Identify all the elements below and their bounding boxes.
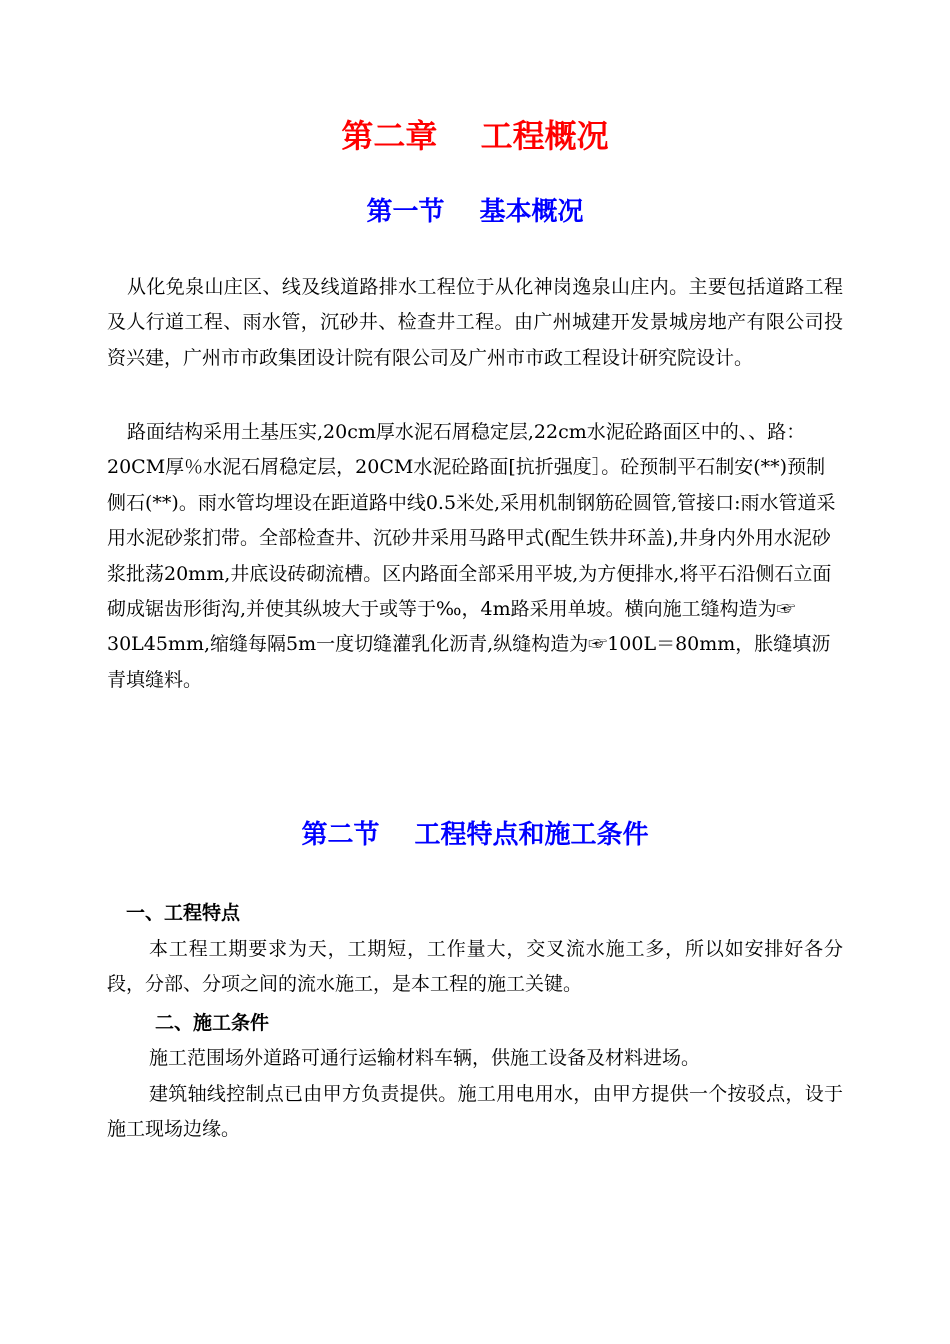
overview-paragraph: 从化免泉山庄区、线及线道路排水工程位于从化神岗逸泉山庄内。主要包括道路工程及人行道工程、雨水管，沉砂井、检查井工程。由广州城建开发景城房地产有限公司投资兴建，广州市市政集团设计院有限公司及广州市市政工程设计研究院设计。: [107, 276, 843, 369]
chapter-title: 第二章 工程概况: [341, 117, 609, 155]
subheading-conditions: 二、施工条件: [155, 1012, 270, 1034]
section-title-features-conditions: 第二节 工程特点和施工条件: [301, 820, 649, 850]
subheading-features: 一、工程特点: [126, 902, 241, 924]
structure-paragraph: 路面结构采用土基压实,20cm厚水泥石屑稳定层,22cm水泥砼路面区中的、、路：20CM厚％水泥石屑稳定层，20CM水泥砼路面[抗折强度］。砼预制平石制安(**)预制侧石(**)。雨水管均埋设在距道路中线0.5米处,采用机制钢筋砼圆管,管接口:雨水管道采用水泥砂浆扪带。全部检查井、沉砂井采用马路甲式(配生铁井环盖),井身内外用水泥砂浆批荡20mm,井底设砖砌流槽。区内路面全部采用平坡,为方便排水,将平石沿侧石立面砌成锯齿形街沟,并使其纵坡大于或等于‰，4m路采用单坡。横向施工缝构造为☞30L45mm,缩缝每隔5m一度切缝灌乳化沥青,纵缝构造为☞100L＝80mm，胀缝填沥青填缝料。: [107, 421, 836, 691]
features-paragraph: 本工程工期要求为天，工期短，工作量大，交叉流水施工多，所以如安排好各分段，分部、分项之间的流水施工，是本工程的施工关键。: [107, 938, 843, 996]
conditions-paragraph-utilities: 建筑轴线控制点已由甲方负责提供。施工用电用水，由甲方提供一个按驳点，设于施工现场边缘。: [107, 1083, 843, 1141]
section-title-basic-overview: 第一节 基本概况: [366, 197, 584, 227]
conditions-paragraph-transport: 施工范围场外道路可通行运输材料车辆，供施工设备及材料进场。: [149, 1047, 701, 1069]
